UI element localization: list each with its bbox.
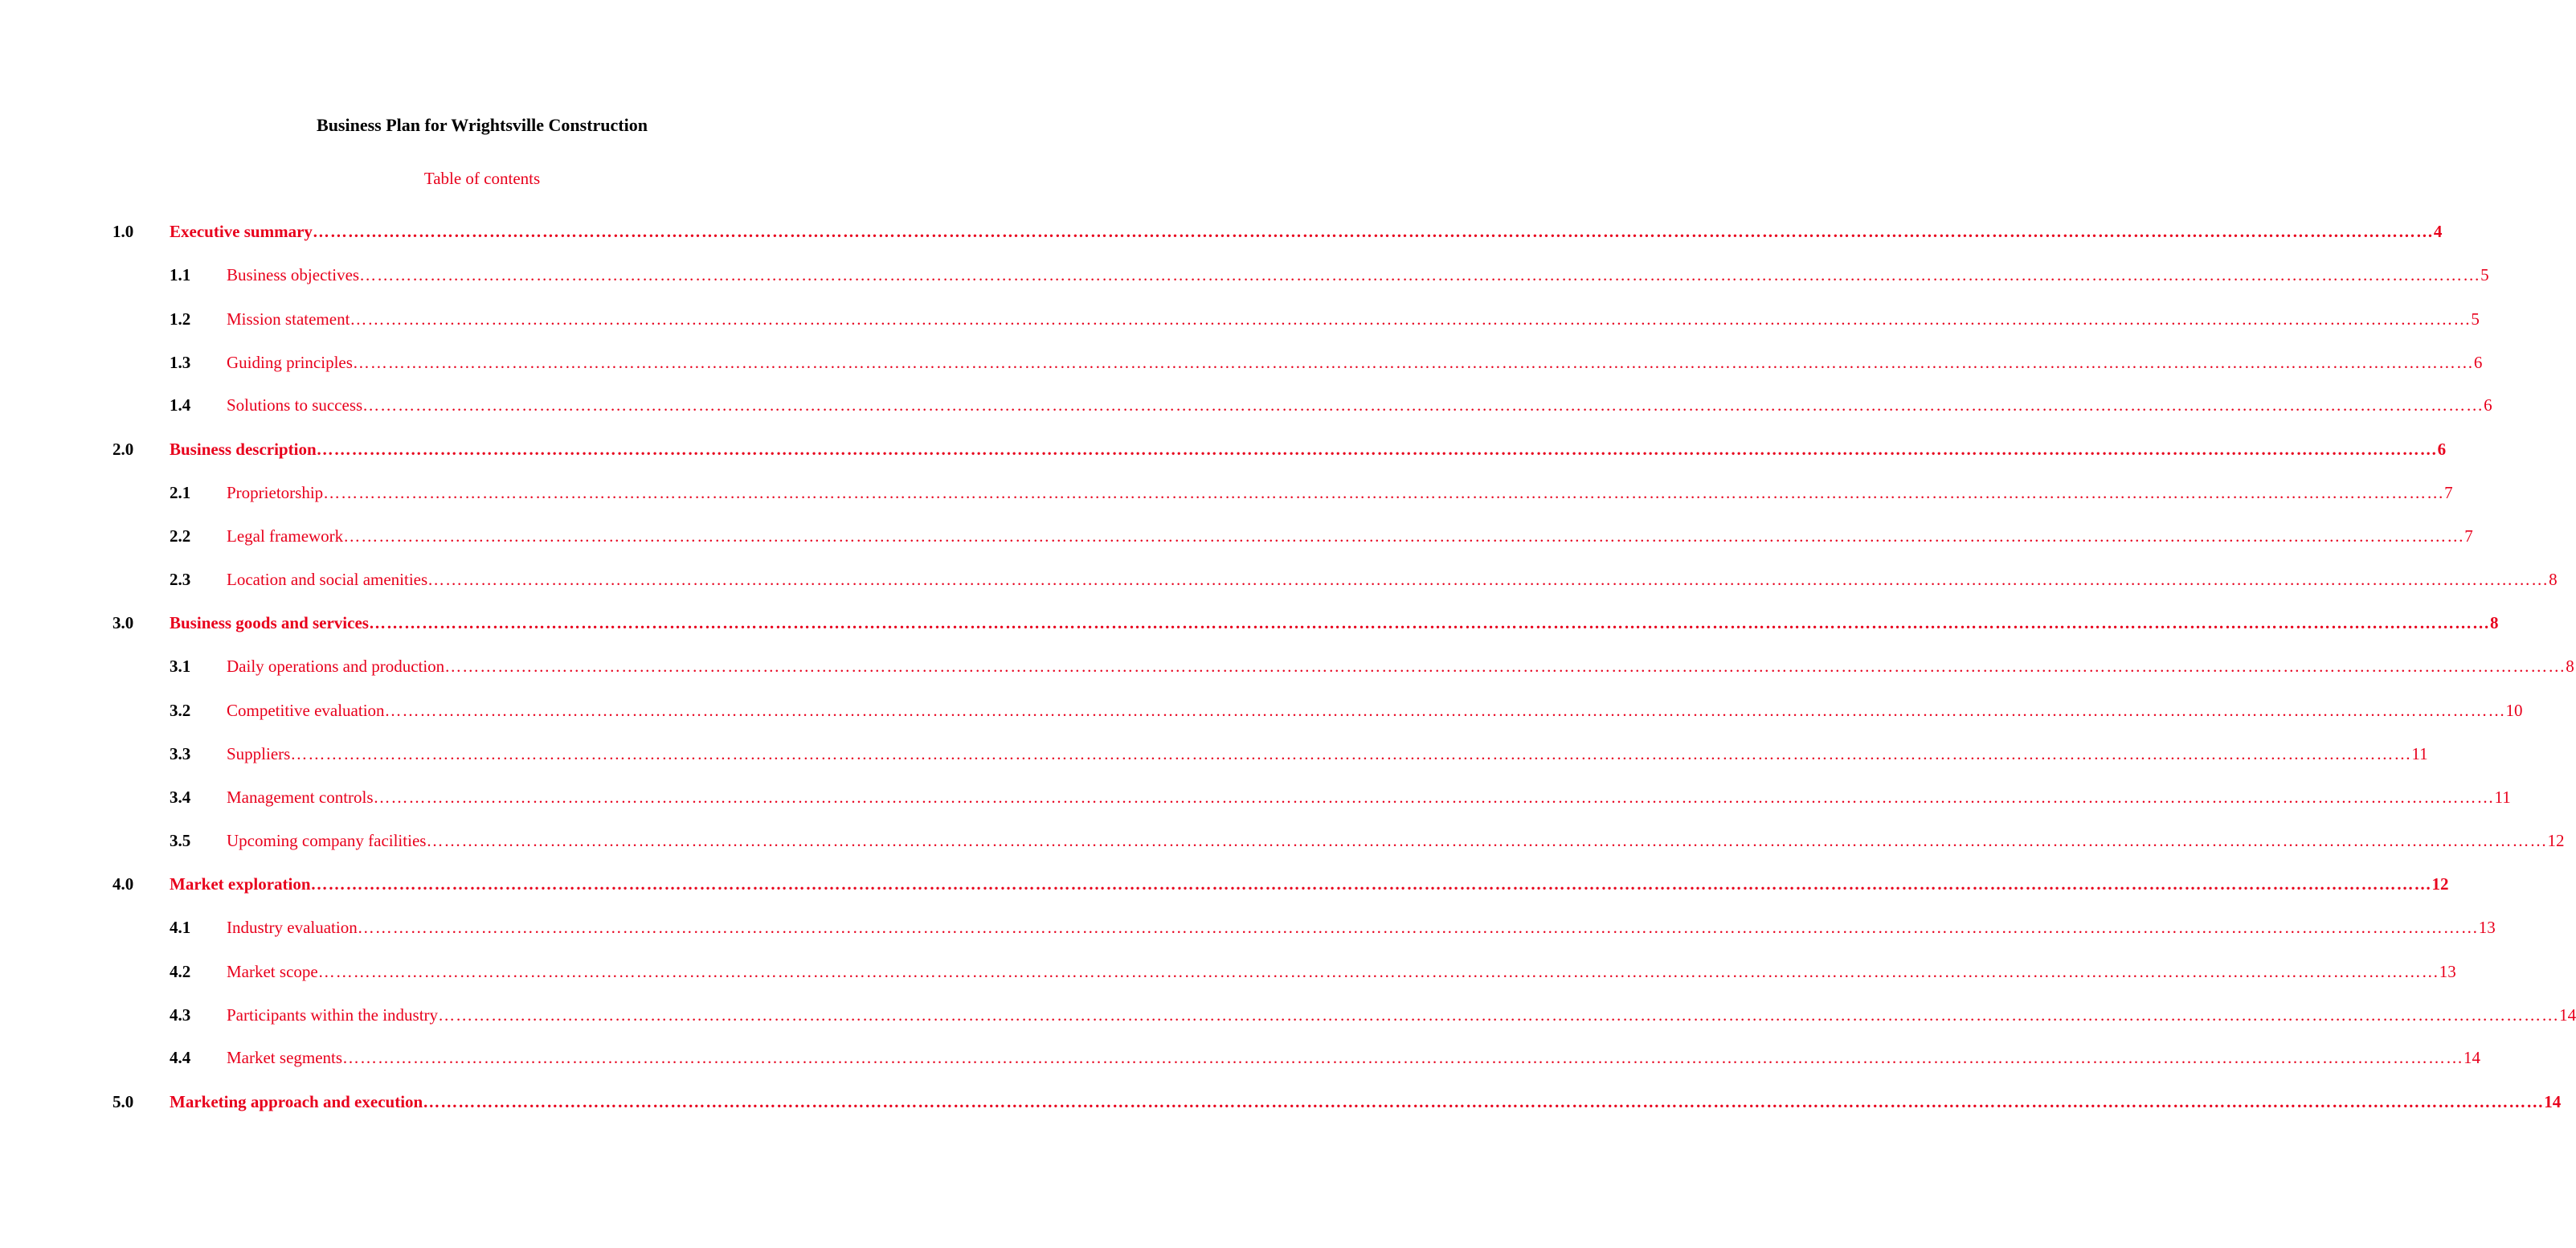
dot-leader: ……………………………………………………………………………………………………………………………………………………………………………………………………………………………………………………………………………………………………………………………… <box>342 1048 2464 1067</box>
toc-entry-number: 2.2 <box>170 526 191 546</box>
toc-entry-number: 4.0 <box>112 874 134 894</box>
toc-entry-title: Daily operations and production <box>227 657 445 676</box>
dot-leader: ……………………………………………………………………………………………………………………………………………………………………………………………………………………………………………………………………………………………………………………………… <box>362 395 2484 415</box>
dot-leader: ……………………………………………………………………………………………………………………………………………………………………………………………………………………………………………………………………………………………………………………………… <box>312 222 2434 241</box>
toc-entry-number: 3.5 <box>170 831 191 850</box>
toc-entry-number: 3.1 <box>170 657 191 676</box>
toc-entry-number: 1.1 <box>170 265 191 284</box>
toc-entry-link[interactable] <box>227 525 2473 547</box>
toc-entry-page: 12 <box>2431 874 2449 894</box>
toc-entry-title: Solutions to success <box>227 395 363 415</box>
toc-entry-link[interactable] <box>170 438 2447 460</box>
dot-leader: ……………………………………………………………………………………………………………………………………………………………………………………………………………………………………………………………………………………………………………………………… <box>317 962 2439 981</box>
dot-leader: ……………………………………………………………………………………………………………………………………………………………………………………………………………………………………………………………………………………………………………………………… <box>426 831 2548 850</box>
toc-entry-title: Market segments <box>227 1048 343 1067</box>
toc-heading: Table of contents <box>423 169 541 188</box>
toc-entry-number: 2.1 <box>170 483 191 502</box>
toc-entry-title: Market exploration <box>170 874 311 894</box>
toc-entry-page: 8 <box>2549 570 2558 589</box>
toc-entry-number: 4.4 <box>170 1048 191 1067</box>
toc-entry-page: 6 <box>2437 440 2447 459</box>
dot-leader: ……………………………………………………………………………………………………………………………………………………………………………………………………………………………………………………………………………………………………………………………… <box>359 265 2481 284</box>
toc-entry-link[interactable] <box>170 612 2499 634</box>
toc-entry-number: 2.3 <box>170 570 191 589</box>
toc-entry-number: 1.4 <box>170 395 191 415</box>
dot-leader: ……………………………………………………………………………………………………………………………………………………………………………………………………………………………………………………………………………………………………………………………… <box>438 1005 2560 1025</box>
toc-entry-page: 14 <box>2544 1092 2562 1111</box>
toc-entry-link[interactable] <box>227 916 2496 939</box>
toc-entry-link[interactable] <box>227 829 2565 852</box>
toc-entry-page: 7 <box>2444 483 2453 502</box>
toc-entry-page: 12 <box>2547 831 2565 850</box>
toc-entry-number: 1.0 <box>112 222 134 241</box>
toc-entry-page: 11 <box>2494 788 2511 807</box>
toc-entry-title: Management controls <box>227 788 374 807</box>
toc-entry-page: 10 <box>2505 701 2523 720</box>
toc-entry-page: 11 <box>2411 744 2428 763</box>
toc-entry-number: 1.3 <box>170 353 191 372</box>
dot-leader: ……………………………………………………………………………………………………………………………………………………………………………………………………………………………………………………………………………………………………………………………… <box>323 483 2445 502</box>
toc-entry-title: Competitive evaluation <box>227 701 385 720</box>
dot-leader: ……………………………………………………………………………………………………………………………………………………………………………………………………………………………………………………………………………………………………………………………… <box>310 874 2432 894</box>
toc-entry-title: Market scope <box>227 962 318 981</box>
toc-entry-link[interactable] <box>227 1046 2481 1069</box>
toc-entry-page: 4 <box>2433 222 2443 241</box>
toc-entry-title: Mission statement <box>227 309 350 329</box>
dot-leader: ……………………………………………………………………………………………………………………………………………………………………………………………………………………………………………………………………………………………………………………………… <box>384 701 2506 720</box>
toc-entry-title: Participants within the industry <box>227 1005 439 1025</box>
toc-entry-link[interactable] <box>170 220 2443 243</box>
toc-entry-number: 3.2 <box>170 701 191 720</box>
document-title: Business Plan for Wrightsville Construction <box>317 115 648 135</box>
dot-leader: ……………………………………………………………………………………………………………………………………………………………………………………………………………………………………………………………………………………………………………………………… <box>373 788 2495 807</box>
toc-entry-number: 3.3 <box>170 744 191 763</box>
toc-entry-number: 3.4 <box>170 788 191 807</box>
toc-entry-link[interactable] <box>227 743 2428 765</box>
toc-entry-link[interactable] <box>227 786 2511 808</box>
toc-entry-page: 5 <box>2471 309 2480 329</box>
toc-entry-link[interactable] <box>170 873 2449 895</box>
dot-leader: ……………………………………………………………………………………………………………………………………………………………………………………………………………………………………………………………………………………………………………………………… <box>444 657 2566 676</box>
toc-entry-number: 5.0 <box>112 1092 134 1111</box>
toc-entry-page: 7 <box>2464 526 2473 546</box>
toc-entry-link[interactable] <box>227 308 2480 330</box>
toc-entry-number: 4.1 <box>170 918 191 937</box>
toc-entry-link[interactable] <box>227 568 2558 591</box>
toc-entry-title: Business objectives <box>227 265 360 284</box>
dot-leader: ……………………………………………………………………………………………………………………………………………………………………………………………………………………………………………………………………………………………………………………………… <box>343 526 2465 546</box>
toc-entry-page: 8 <box>2566 657 2574 676</box>
toc-entry-number: 4.2 <box>170 962 191 981</box>
dot-leader: ……………………………………………………………………………………………………………………………………………………………………………………………………………………………………………………………………………………………………………………………… <box>357 918 2479 937</box>
dot-leader: ……………………………………………………………………………………………………………………………………………………………………………………………………………………………………………………………………………………………………………………………… <box>316 440 2438 459</box>
dot-leader: ……………………………………………………………………………………………………………………………………………………………………………………………………………………………………………………………………………………………………………………………… <box>350 309 2472 329</box>
toc-entry-title: Suppliers <box>227 744 291 763</box>
dot-leader: ……………………………………………………………………………………………………………………………………………………………………………………………………………………………………………………………………………………………………………………………… <box>368 613 2490 632</box>
toc-entry-number: 3.0 <box>112 613 134 632</box>
toc-entry-title: Guiding principles <box>227 353 353 372</box>
toc-entry-link[interactable] <box>227 394 2492 416</box>
toc-entry-title: Executive summary <box>170 222 313 241</box>
toc-entry-title: Upcoming company facilities <box>227 831 427 850</box>
toc-entry-page: 13 <box>2478 918 2496 937</box>
toc-entry-page: 6 <box>2473 353 2483 372</box>
toc-entry-number: 2.0 <box>112 440 134 459</box>
toc-entry-title: Industry evaluation <box>227 918 358 937</box>
toc-entry-title: Location and social amenities <box>227 570 428 589</box>
toc-entry-page: 13 <box>2439 962 2456 981</box>
dot-leader: ……………………………………………………………………………………………………………………………………………………………………………………………………………………………………………………………………………………………………………………………… <box>290 744 2412 763</box>
toc-entry-page: 14 <box>2559 1005 2576 1025</box>
toc-entry-link[interactable] <box>227 264 2489 286</box>
dot-leader: ……………………………………………………………………………………………………………………………………………………………………………………………………………………………………………………………………………………………………………………………… <box>427 570 2549 589</box>
dot-leader: ……………………………………………………………………………………………………………………………………………………………………………………………………………………………………………………………………………………………………………………………… <box>423 1092 2545 1111</box>
toc-entry-link[interactable] <box>227 1004 2576 1026</box>
toc-entry-link[interactable] <box>227 351 2483 374</box>
toc-entry-link[interactable] <box>170 1090 2562 1113</box>
toc-entry-link[interactable] <box>227 960 2456 983</box>
toc-entry-title: Marketing approach and execution <box>170 1092 423 1111</box>
toc-entry-page: 8 <box>2489 613 2499 632</box>
dot-leader: ……………………………………………………………………………………………………………………………………………………………………………………………………………………………………………………………………………………………………………………………… <box>352 353 2474 372</box>
toc-entry-title: Proprietorship <box>227 483 324 502</box>
toc-entry-link[interactable] <box>227 699 2523 722</box>
toc-entry-page: 14 <box>2464 1048 2481 1067</box>
toc-entry-page: 5 <box>2480 265 2489 284</box>
toc-entry-number: 1.2 <box>170 309 191 329</box>
toc-entry-page: 6 <box>2484 395 2492 415</box>
toc-entry-title: Legal framework <box>227 526 344 546</box>
toc-entry-title: Business goods and services <box>170 613 369 632</box>
toc-entry-link[interactable] <box>227 481 2453 504</box>
toc-entry-number: 4.3 <box>170 1005 191 1025</box>
toc-entry-title: Business description <box>170 440 317 459</box>
toc-entry-link[interactable] <box>227 655 2574 677</box>
